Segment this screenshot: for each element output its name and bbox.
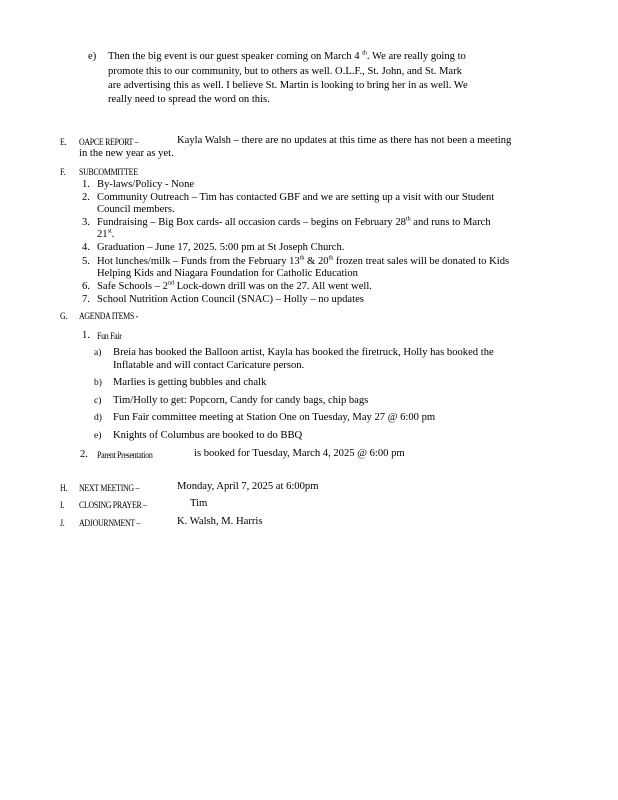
subcommittee-item-text: School Nutrition Action Council (SNAC) – Holly – no updates	[97, 294, 364, 305]
section-g-heading: AGENDA ITEMS -	[79, 311, 139, 321]
section-e-heading: OAPCE REPORT –	[79, 137, 139, 147]
section-j-heading: ADJOURNMENT –	[79, 518, 141, 528]
subcommittee-item-text: Community Outreach – Tim has contacted GBF and we are setting up a visit with our Student	[97, 192, 495, 203]
section-j-text: K. Walsh, M. Harris	[177, 516, 263, 527]
item-e-marker: e)	[88, 51, 97, 62]
agenda-subitem-marker: d)	[94, 413, 102, 423]
subcommittee-item-number: 7.	[82, 294, 90, 305]
agenda-subitem-marker: a)	[94, 348, 102, 358]
item-e-line-4: really need to spread the word on this.	[108, 94, 270, 105]
agenda-item-number: 1.	[82, 330, 90, 341]
subcommittee-item-number: 4.	[82, 242, 90, 253]
subcommittee-item-text: 21st.	[97, 228, 115, 240]
section-h-letter: H.	[60, 483, 68, 493]
section-i-text: Tim	[190, 498, 208, 509]
subcommittee-item-text: Graduation – June 17, 2025. 5:00 pm at St Joseph Church.	[97, 242, 345, 253]
subcommittee-item-number: 2.	[82, 192, 90, 203]
section-h-heading: NEXT MEETING –	[79, 483, 140, 493]
agenda-item-label: Parent Presentation	[97, 450, 153, 460]
subcommittee-item-text: Helping Kids and Niagara Foundation for Catholic Education	[97, 268, 358, 279]
subcommittee-item-number: 6.	[82, 281, 90, 292]
subcommittee-item-text: Safe Schools – 2nd Lock-down drill was on the 27. All went well.	[97, 280, 372, 292]
section-i-heading: CLOSING PRAYER –	[79, 500, 147, 510]
section-h-text: Monday, April 7, 2025 at 6:00pm	[177, 481, 319, 492]
section-f-letter: F.	[60, 167, 66, 177]
subcommittee-item-text: Council members.	[97, 204, 175, 215]
agenda-item-label: Fun Fair	[97, 331, 122, 341]
item-e-line-2: promote this to our community, but to others as well. O.L.F., St. John, and St. Mark	[108, 66, 462, 77]
agenda-subitem-text: Tim/Holly to get: Popcorn, Candy for candy bags, chip bags	[113, 395, 369, 406]
agenda-subitem-marker: c)	[94, 396, 102, 406]
item-e-line-1: Then the big event is our guest speaker coming on March 4 $^{th}$. We are really going to	[108, 50, 466, 62]
agenda-subitem-text: Knights of Columbus are booked to do BBQ	[113, 430, 303, 441]
section-j-letter: J.	[60, 518, 65, 528]
section-i-letter: I.	[60, 500, 65, 510]
item-e-line-3: are advertising this as well. I believe St. Martin is looking to bring her in as well. We	[108, 80, 468, 91]
subcommittee-item-number: 3.	[82, 217, 90, 228]
agenda-subitem-text: Fun Fair committee meeting at Station One on Tuesday, May 27 @ 6:00 pm	[113, 412, 436, 423]
agenda-subitem-text: Marlies is getting bubbles and chalk	[113, 377, 267, 388]
subcommittee-item-text: Hot lunches/milk – Funds from the February 13th & 20th frozen treat sales will be donated to Kids	[97, 255, 510, 267]
agenda-item-text: is booked for Tuesday, March 4, 2025 @ 6:00 pm	[194, 448, 405, 459]
agenda-subitem-marker: e)	[94, 431, 102, 441]
agenda-subitem-text: Breia has booked the Balloon artist, Kayla has booked the firetruck, Holly has booked the	[113, 347, 494, 358]
subcommittee-item-number: 1.	[82, 179, 90, 190]
subcommittee-item-text: By-laws/Policy - None	[97, 179, 195, 190]
agenda-item-number: 2.	[80, 449, 88, 460]
section-e-text-2: in the new year as yet.	[79, 148, 174, 159]
section-e-text-1: Kayla Walsh – there are no updates at this time as there has not been a meeting	[177, 135, 512, 146]
section-e-letter: E.	[60, 137, 67, 147]
agenda-subitem-text: Inflatable and will contact Caricature person.	[113, 360, 305, 371]
section-f-heading: SUBCOMMITTEE	[79, 167, 138, 177]
subcommittee-item-text: Fundraising – Big Box cards- all occasion cards – begins on February 28th and runs to March	[97, 216, 491, 228]
agenda-subitem-marker: b)	[94, 378, 102, 388]
section-g-letter: G.	[60, 311, 68, 321]
subcommittee-item-number: 5.	[82, 256, 90, 267]
